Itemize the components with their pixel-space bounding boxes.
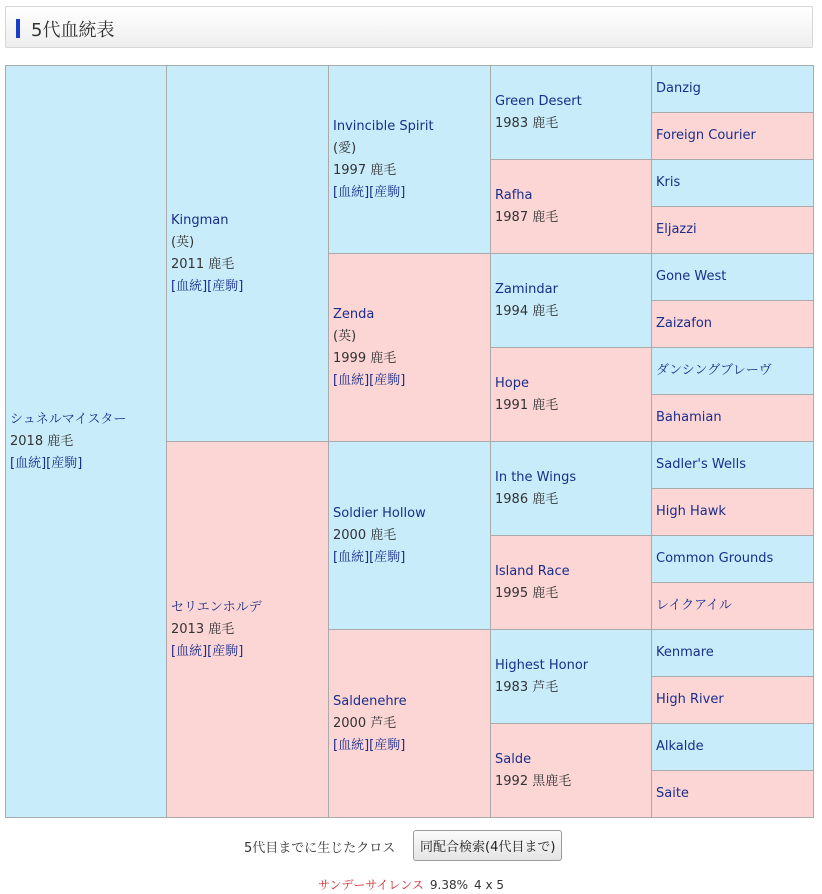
gen5-horse-cell xyxy=(652,442,814,489)
horse-birth-color: 1994 鹿毛 xyxy=(495,303,559,319)
section-title: 5代血統表 xyxy=(31,20,115,41)
pedigree-link[interactable]: [血統] xyxy=(171,643,208,659)
horse-birth-color: 1986 鹿毛 xyxy=(495,491,559,507)
horse-birth-color: 1999 鹿毛 xyxy=(333,350,397,366)
horse-name-link[interactable]: Highest Honor xyxy=(495,657,589,673)
gen4-horse-cell xyxy=(491,348,652,442)
gen4-horse-cell xyxy=(491,442,652,536)
gen5-horse-cell xyxy=(652,489,814,536)
horse-name-link[interactable]: High River xyxy=(656,692,724,707)
gen5-horse-cell xyxy=(652,66,814,113)
horse-name-link[interactable]: レイクアイル xyxy=(656,598,732,613)
gen5-horse-cell xyxy=(652,301,814,348)
pedigree-link[interactable]: [血統] xyxy=(333,372,370,388)
cross-result-item xyxy=(318,878,504,892)
gen5-horse-cell xyxy=(652,536,814,583)
horse-birth-color: 1991 鹿毛 xyxy=(495,397,559,413)
horse-birth-color: 2011 鹿毛 xyxy=(171,256,235,272)
horse-name-link[interactable]: Foreign Courier xyxy=(656,128,756,143)
horse-name-link[interactable]: Zamindar xyxy=(495,281,558,297)
horse-birth-color: 1987 鹿毛 xyxy=(495,209,559,225)
cross-generation: 4 x 5 xyxy=(474,878,505,892)
horse-name-link[interactable]: Green Desert xyxy=(495,93,582,109)
horse-birth-color: 1992 黒鹿毛 xyxy=(495,773,572,789)
horse-name-link[interactable]: In the Wings xyxy=(495,469,577,485)
horse-name-link[interactable]: Zenda xyxy=(333,306,375,322)
gen5-horse-cell xyxy=(652,677,814,724)
cross-section xyxy=(0,829,822,863)
pedigree-link[interactable]: [血統] xyxy=(171,278,208,294)
horse-name-link[interactable]: Zaizafon xyxy=(656,316,713,331)
horse-origin: (英) xyxy=(171,234,195,250)
gen4-horse-cell xyxy=(491,254,652,348)
gen3-horse-cell xyxy=(329,254,491,442)
gen4-horse-cell xyxy=(491,66,652,160)
foals-link[interactable]: [産駒] xyxy=(207,278,244,294)
pedigree-row xyxy=(6,66,814,90)
pedigree-link[interactable]: [血統] xyxy=(10,455,47,471)
horse-name-link[interactable]: Danzig xyxy=(656,81,701,96)
horse-name-link[interactable]: Sadler's Wells xyxy=(656,457,746,472)
gen4-horse-cell xyxy=(491,160,652,254)
section-title-bar xyxy=(5,6,813,48)
foals-link[interactable]: [産駒] xyxy=(369,184,406,200)
gen2-horse-cell xyxy=(167,442,329,818)
gen3-horse-cell xyxy=(329,630,491,818)
horse-name-link[interactable]: Gone West xyxy=(656,269,727,284)
gen5-horse-cell xyxy=(652,207,814,254)
horse-name-link[interactable]: セリエンホルデ xyxy=(171,599,262,615)
horse-birth-color: 1997 鹿毛 xyxy=(333,162,397,178)
gen5-horse-cell xyxy=(652,771,814,818)
horse-name-link[interactable]: Island Race xyxy=(495,563,570,579)
foals-link[interactable]: [産駒] xyxy=(369,372,406,388)
horse-origin: (愛) xyxy=(333,140,357,156)
horse-birth-color: 2013 鹿毛 xyxy=(171,621,235,637)
gen4-horse-cell xyxy=(491,536,652,630)
same-mating-search-button[interactable]: 同配合検索(4代目まで) xyxy=(413,830,562,861)
gen5-horse-cell xyxy=(652,113,814,160)
cross-label: 5代目までに生じたクロス xyxy=(244,841,396,856)
cross-horse-link[interactable]: サンデーサイレンス xyxy=(317,878,424,892)
horse-name-link[interactable]: Bahamian xyxy=(656,410,722,425)
gen5-horse-cell xyxy=(652,583,814,630)
horse-birth-color: 2018 鹿毛 xyxy=(10,433,74,449)
foals-link[interactable]: [産駒] xyxy=(369,549,406,565)
horse-name-link[interactable]: Eljazzi xyxy=(656,222,697,237)
horse-birth-color: 2000 鹿毛 xyxy=(333,527,397,543)
gen3-horse-cell xyxy=(329,442,491,630)
horse-name-link[interactable]: Salde xyxy=(495,751,532,767)
horse-name-link[interactable]: Saldenehre xyxy=(333,693,407,709)
horse-name-link[interactable]: Hope xyxy=(495,375,529,391)
pedigree-table xyxy=(5,65,814,818)
horse-name-link[interactable]: Saite xyxy=(656,786,689,801)
horse-name-link[interactable]: Alkalde xyxy=(656,739,704,754)
horse-name-link[interactable]: High Hawk xyxy=(656,504,726,519)
gen2-horse-cell xyxy=(167,66,329,442)
horse-birth-color: 2000 芦毛 xyxy=(333,715,397,731)
pedigree-link[interactable]: [血統] xyxy=(333,737,370,753)
horse-birth-color: 1983 芦毛 xyxy=(495,679,559,695)
gen4-horse-cell xyxy=(491,724,652,818)
horse-name-link[interactable]: Soldier Hollow xyxy=(333,505,426,521)
gen1-horse-cell xyxy=(6,66,167,818)
foals-link[interactable]: [産駒] xyxy=(207,643,244,659)
horse-name-link[interactable]: Invincible Spirit xyxy=(333,118,434,134)
gen3-horse-cell xyxy=(329,66,491,254)
title-accent-bar xyxy=(16,19,20,38)
gen5-horse-cell xyxy=(652,395,814,442)
cross-percent: 9.38% xyxy=(429,878,469,892)
gen4-horse-cell xyxy=(491,630,652,724)
foals-link[interactable]: [産駒] xyxy=(46,455,83,471)
horse-name-link[interactable]: Kris xyxy=(656,175,681,190)
horse-name-link[interactable]: Kingman xyxy=(171,212,229,228)
horse-name-link[interactable]: シュネルマイスター xyxy=(10,411,127,427)
pedigree-link[interactable]: [血統] xyxy=(333,184,370,200)
pedigree-link[interactable]: [血統] xyxy=(333,549,370,565)
gen5-horse-cell xyxy=(652,630,814,677)
horse-name-link[interactable]: Common Grounds xyxy=(656,551,774,566)
gen5-horse-cell xyxy=(652,724,814,771)
horse-name-link[interactable]: ダンシングブレーヴ xyxy=(656,363,772,378)
horse-origin: (英) xyxy=(333,328,357,344)
foals-link[interactable]: [産駒] xyxy=(369,737,406,753)
cross-result-list xyxy=(0,876,822,893)
gen5-horse-cell xyxy=(652,348,814,395)
horse-birth-color: 1995 鹿毛 xyxy=(495,585,559,601)
gen5-horse-cell xyxy=(652,160,814,207)
horse-name-link[interactable]: Kenmare xyxy=(656,645,714,660)
horse-name-link[interactable]: Rafha xyxy=(495,187,533,203)
horse-birth-color: 1983 鹿毛 xyxy=(495,115,559,131)
gen5-horse-cell xyxy=(652,254,814,301)
